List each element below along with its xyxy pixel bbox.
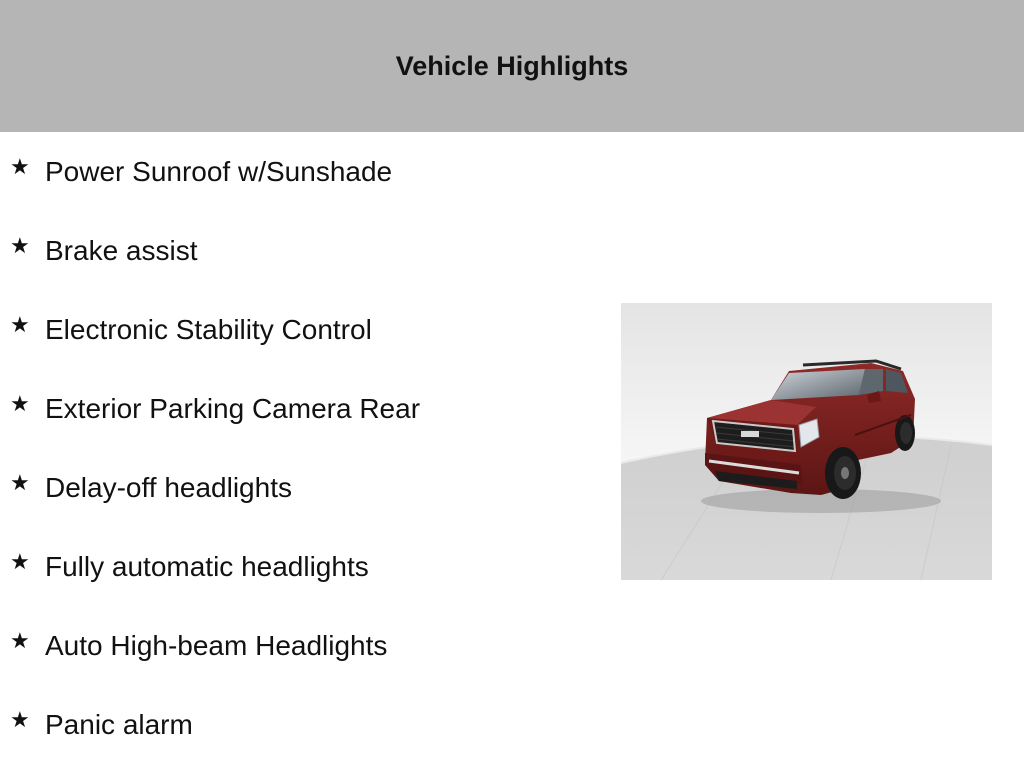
feature-item [0, 685, 600, 764]
star-icon: ★ [10, 312, 30, 337]
feature-label: Power Sunroof w/Sunshade [45, 155, 393, 187]
feature-item [0, 132, 600, 211]
feature-list [0, 132, 600, 764]
feature-label: Electronic Stability Control [45, 313, 372, 345]
feature-label: Exterior Parking Camera Rear [45, 392, 421, 424]
feature-item [0, 527, 600, 606]
feature-item [0, 448, 600, 527]
feature-label: Delay-off headlights [45, 471, 292, 503]
feature-label: Panic alarm [45, 708, 193, 740]
star-icon: ★ [10, 549, 30, 574]
feature-label: Auto High-beam Headlights [45, 629, 388, 661]
star-icon: ★ [10, 470, 30, 495]
star-icon: ★ [10, 628, 30, 653]
feature-item [0, 211, 600, 290]
star-icon: ★ [10, 707, 30, 732]
feature-item [0, 369, 600, 448]
star-icon: ★ [10, 233, 30, 258]
star-icon: ★ [10, 391, 30, 416]
feature-item [0, 290, 600, 369]
feature-label: Fully automatic headlights [45, 550, 369, 582]
vehicle-photo [621, 303, 992, 580]
feature-item [0, 606, 600, 685]
feature-label: Brake assist [45, 234, 198, 266]
star-icon: ★ [10, 154, 30, 179]
page-title: Vehicle Highlights [395, 50, 629, 81]
header-bar [0, 0, 1024, 132]
